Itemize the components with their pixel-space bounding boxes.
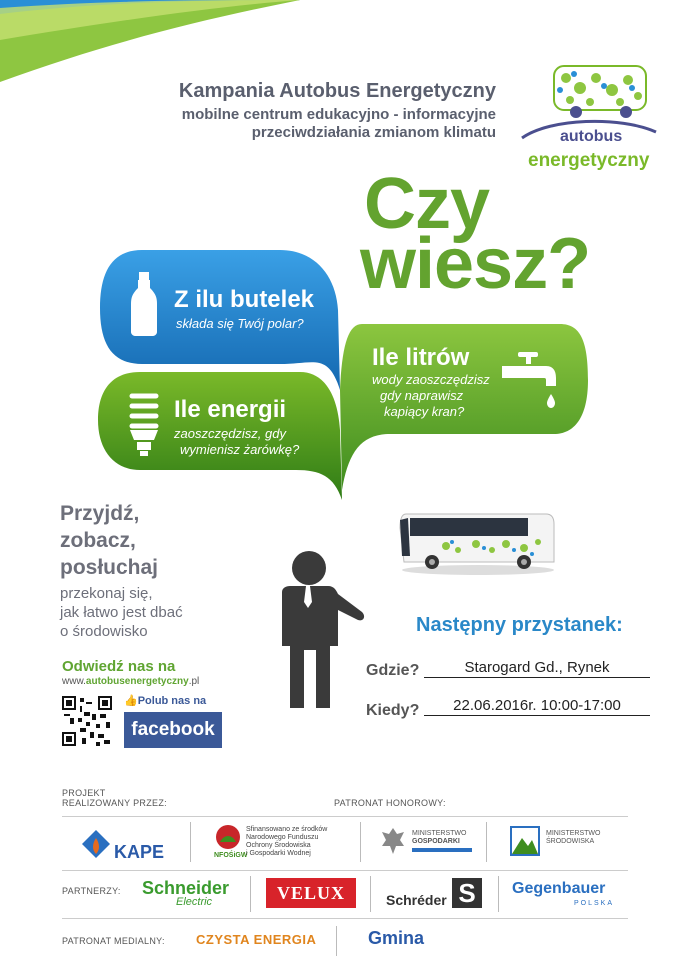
campaign-subtitle-line2: przeciwdziałania zmianom klimatu xyxy=(251,124,496,141)
footer-divider-3 xyxy=(62,918,628,919)
schneider-logo-text: Schneider xyxy=(142,878,230,898)
nfosigw-text-line2: Narodowego Funduszu xyxy=(246,834,319,841)
qr-code[interactable] xyxy=(62,696,112,746)
ministry-economy-bar xyxy=(412,848,472,852)
ministry-economy-line1: MINISTERSTWO xyxy=(412,830,467,837)
velux-logo xyxy=(266,878,356,908)
where-label: Gdzie? xyxy=(366,662,420,679)
cta-sub-line2: jak łatwo jest dbać xyxy=(60,604,183,621)
water-question-line1: wody zaoszczędzisz xyxy=(372,372,490,387)
url-suffix: .pl xyxy=(188,676,200,687)
url-main: autobusenergetyczny xyxy=(85,676,189,687)
bottle-question-title: Z ilu butelek xyxy=(174,286,315,313)
kape-logo-icon xyxy=(80,828,112,864)
water-question-title: Ile litrów xyxy=(372,344,470,371)
gegenbauer-logo-text: Gegenbauer xyxy=(512,880,606,897)
nfosigw-logo-icon xyxy=(214,824,242,850)
energy-question-line1: zaoszczędzisz, gdy xyxy=(174,426,286,441)
footer-divider-v7 xyxy=(336,926,337,956)
top-swoosh-decoration xyxy=(0,0,300,90)
logo-text-autobus: autobus xyxy=(560,128,623,145)
ministry-environment-logo-icon xyxy=(510,826,540,856)
when-value: 22.06.2016r. 10:00-17:00 xyxy=(424,697,650,716)
schreder-s-icon: S xyxy=(452,878,482,908)
facebook-like-label[interactable] xyxy=(124,694,206,707)
headline-wiesz: wiesz? xyxy=(360,224,591,304)
footer-divider-v3 xyxy=(486,822,487,862)
energy-saving-bulb-icon xyxy=(126,390,162,456)
man-pictogram xyxy=(276,550,366,710)
campaign-subtitle-line1: mobilne centrum edukacyjno - informacyjne xyxy=(181,106,496,123)
cta-line2: zobacz, xyxy=(60,529,136,552)
energy-question-title: Ile energii xyxy=(174,396,287,423)
czysta-energia-logo-text: CZYSTA ENERGIA xyxy=(196,932,317,947)
url-prefix: www. xyxy=(62,676,86,687)
water-question-line3: kapiący kran? xyxy=(384,404,465,419)
logo-text-energetyczny: energetyczny xyxy=(528,150,650,171)
website-link[interactable] xyxy=(62,676,199,687)
footer-divider-v2 xyxy=(360,822,361,862)
facebook-button[interactable]: facebook xyxy=(124,712,222,748)
water-tap-icon xyxy=(502,352,558,410)
project-label-line1: PROJEKT xyxy=(62,788,106,798)
nfosigw-text-line4: i Gospodarki Wodnej xyxy=(246,850,311,857)
ministry-environment-line1: MINISTERSTWO xyxy=(546,830,601,837)
next-stop-heading: Następny przystanek: xyxy=(416,614,623,636)
cta-sub-line1: przekonaj się, xyxy=(60,585,153,602)
gmina-logo-text: Gmina xyxy=(368,928,425,948)
kape-logo-text: KAPE xyxy=(114,842,165,862)
footer-divider-2 xyxy=(62,870,628,871)
project-label-line2: REALIZOWANY PRZEZ: xyxy=(62,798,167,808)
media-label: PATRONAT MEDIALNY: xyxy=(62,936,165,946)
footer-divider-v5 xyxy=(370,876,371,912)
ministry-economy-line2: GOSPODARKI xyxy=(412,838,460,845)
headline-czy: Czy xyxy=(364,164,490,244)
honorary-label: PATRONAT HONOROWY: xyxy=(334,798,446,808)
schneider-electric-text: Electric xyxy=(176,896,213,908)
bus-illustration xyxy=(396,506,556,576)
gegenbauer-subtitle: POLSKA xyxy=(574,900,615,907)
nfosigw-text-line1: Sfinansowano ze środków xyxy=(246,826,328,833)
schreder-logo-text: Schréder xyxy=(386,892,447,908)
footer-divider-v6 xyxy=(498,876,499,912)
bottle-icon xyxy=(130,272,158,336)
cta-sub-line3: o środowisko xyxy=(60,623,148,640)
velux-logo-text: VELUX xyxy=(276,882,345,903)
ministry-environment-line2: ŚRODOWISKA xyxy=(546,838,595,845)
facebook-like-text: Polub nas na xyxy=(137,695,207,707)
water-question-line2: gdy naprawisz xyxy=(380,388,464,403)
when-label: Kiedy? xyxy=(366,702,420,719)
campaign-title: Kampania Autobus Energetyczny xyxy=(178,80,496,102)
footer-divider-v1 xyxy=(190,822,191,862)
visit-label: Odwiedź nas na xyxy=(62,658,176,675)
cta-line1: Przyjdź, xyxy=(60,502,140,525)
energy-question-line2: wymienisz żarówkę? xyxy=(180,442,300,457)
eagle-emblem-icon xyxy=(380,826,406,856)
thumbs-up-icon: 👍 xyxy=(124,695,138,707)
footer-divider xyxy=(62,816,628,817)
where-value: Starogard Gd., Rynek xyxy=(424,659,650,678)
nfosigw-text-line3: Ochrony Środowiska xyxy=(246,842,311,849)
nfosigw-abbr: NFOŚiGW xyxy=(214,852,248,859)
footer-divider-v4 xyxy=(250,876,251,912)
bottle-question-text: składa się Twój polar? xyxy=(176,316,304,331)
cta-line3: posłuchaj xyxy=(60,556,159,579)
partners-label: PARTNERZY: xyxy=(62,886,121,896)
